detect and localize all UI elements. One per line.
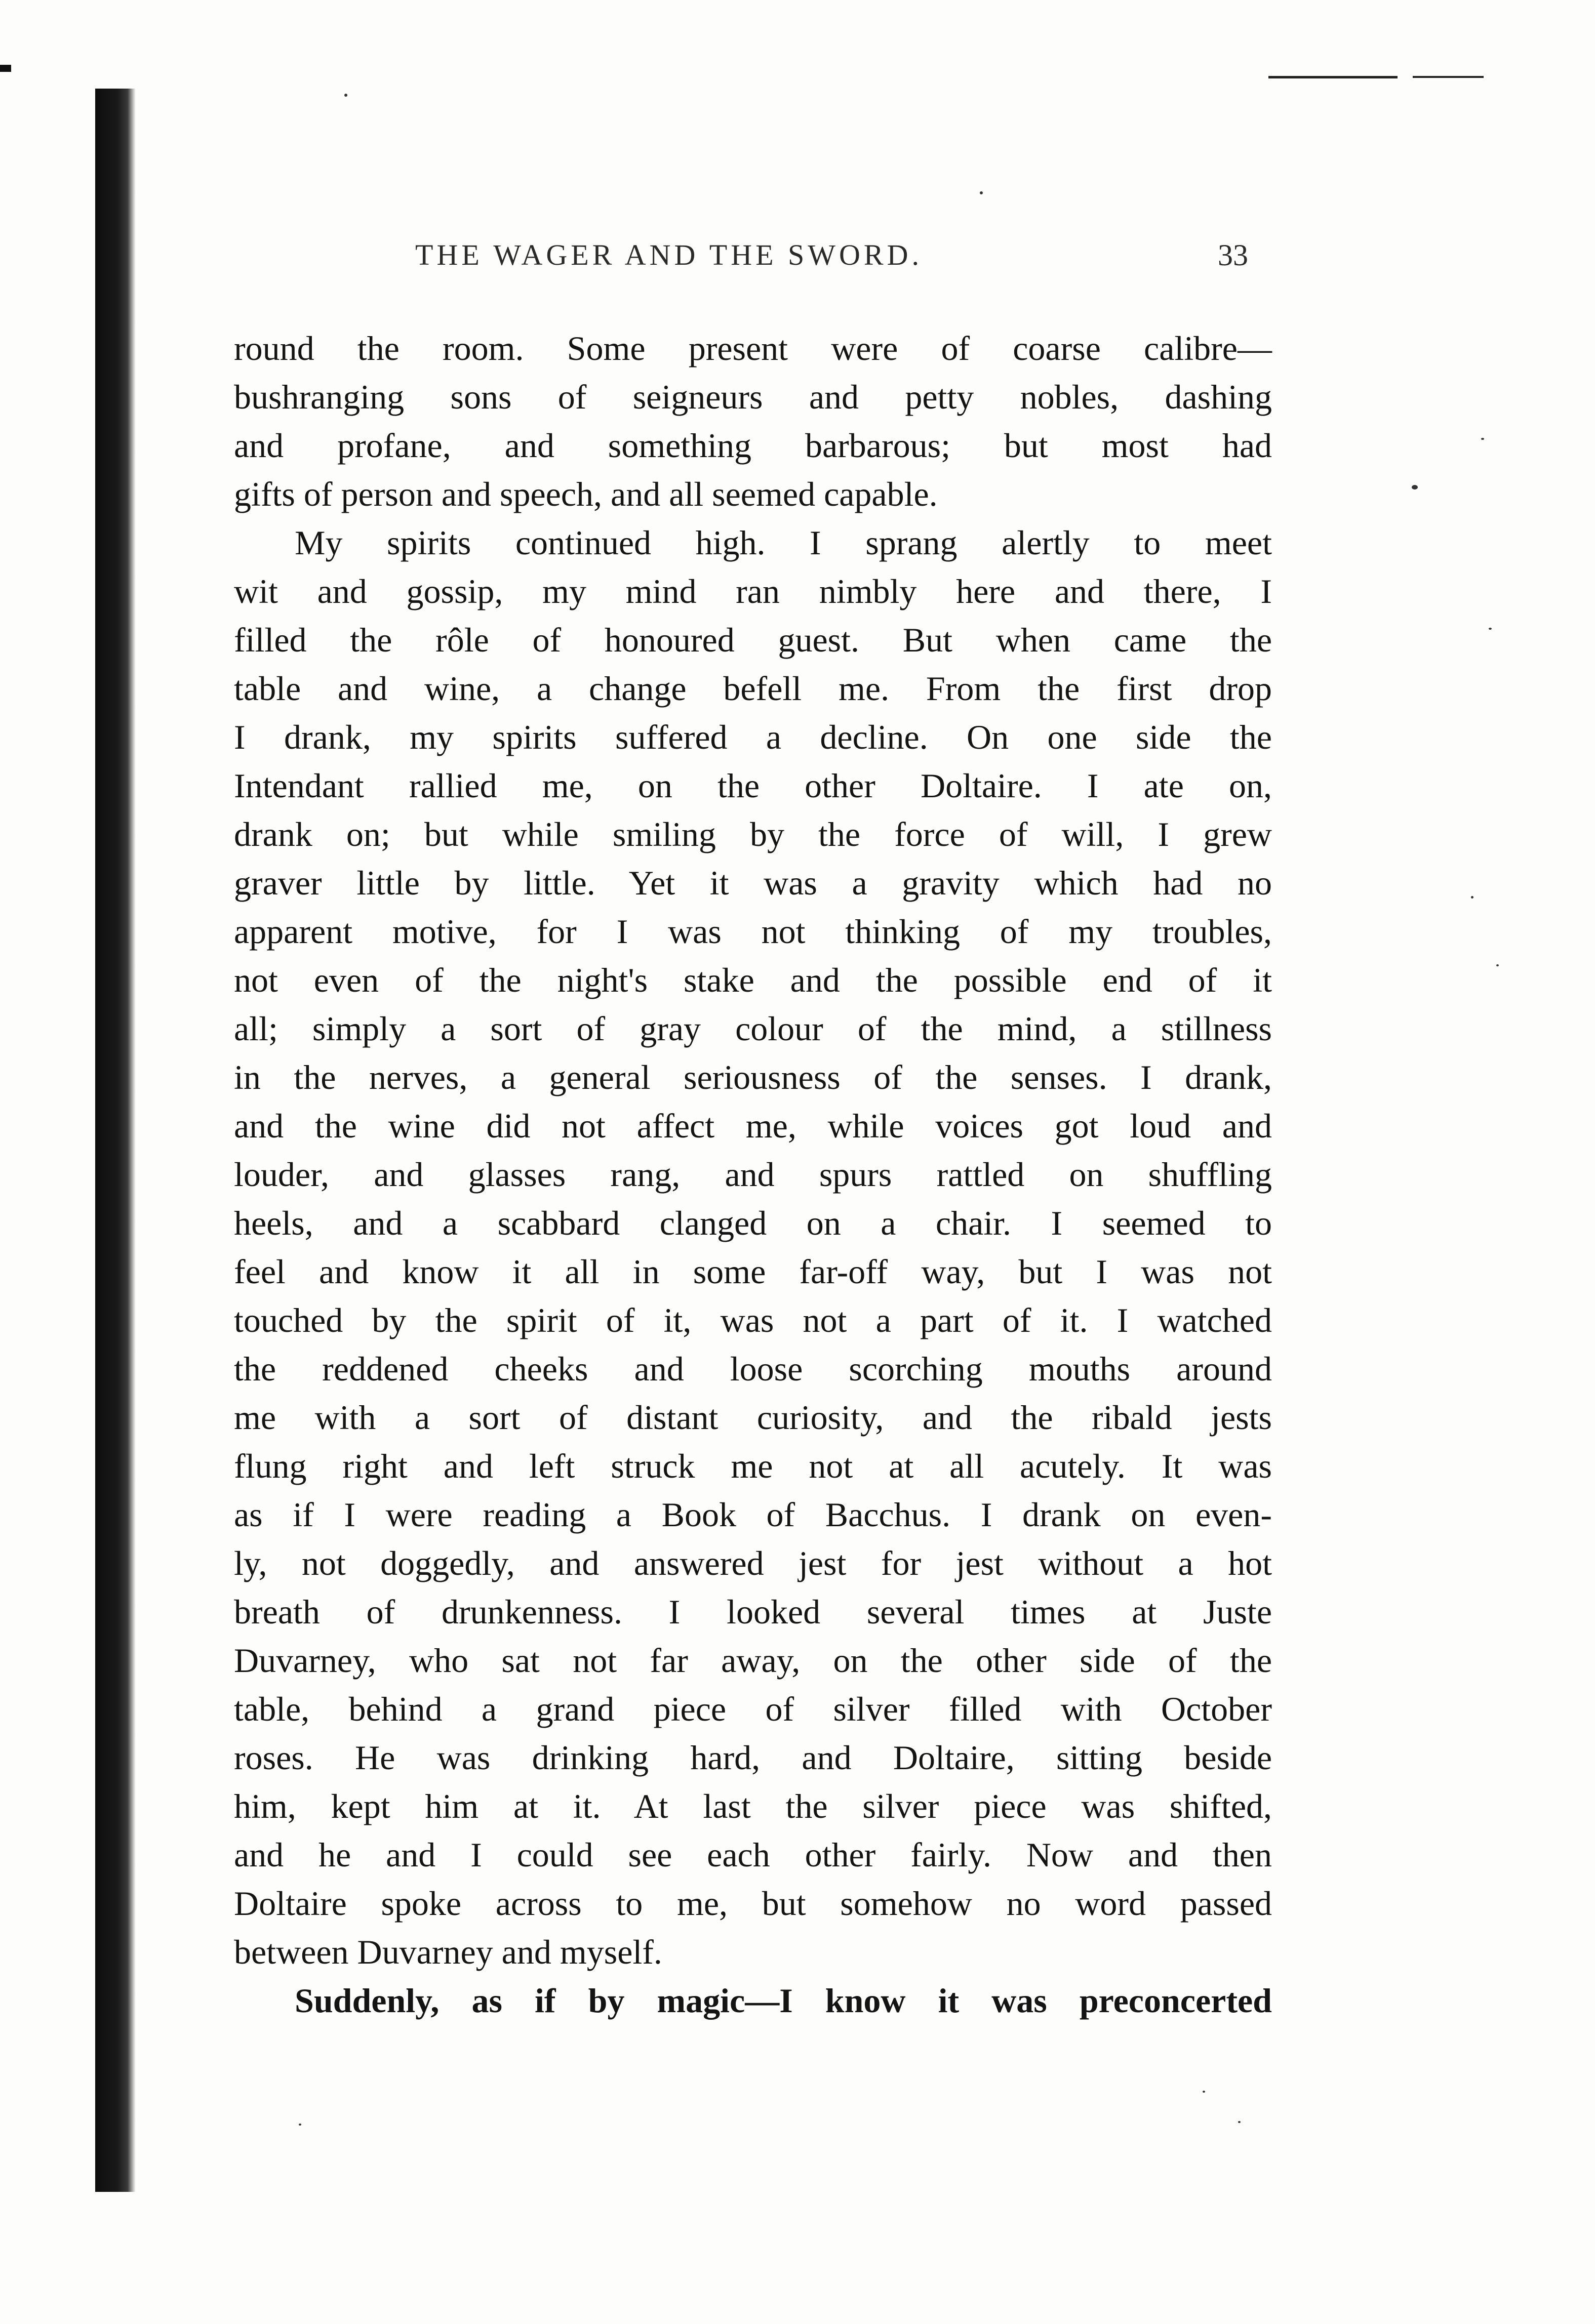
running-title: THE WAGER AND THE SWORD. xyxy=(415,238,923,271)
text-line: heels, and a scabbard clanged on a chair. I seemed to xyxy=(234,1204,1272,1242)
scan-speck xyxy=(980,191,983,194)
text-line: louder, and glasses rang, and spurs rattled on shuffling xyxy=(234,1155,1272,1194)
scan-speck xyxy=(344,94,347,97)
text-line: the reddened cheeks and loose scorching mouths around xyxy=(234,1350,1272,1388)
scan-speck xyxy=(1496,964,1499,966)
text-line: breath of drunkenness. I looked several times at Juste xyxy=(234,1593,1272,1631)
body-text xyxy=(234,324,1272,2025)
text-line: Doltaire spoke across to me, but somehow no word passed xyxy=(234,1884,1272,1923)
text-line: between Duvarney and myself. xyxy=(234,1933,662,1971)
text-line: bushranging sons of seigneurs and petty nobles, dashing xyxy=(234,378,1272,416)
scan-top-rule xyxy=(1413,76,1484,78)
text-line: Duvarney, who sat not far away, on the other side of the xyxy=(234,1641,1272,1680)
text-line: Suddenly, as if by magic—I know it was preconcerted xyxy=(295,1981,1272,2020)
text-line: all; simply a sort of gray colour of the mind, a stillness xyxy=(234,1009,1272,1048)
text-line: feel and know it all in some far-off way, but I was not xyxy=(234,1252,1272,1291)
scan-speck xyxy=(1481,438,1484,440)
text-line: not even of the night's stake and the possible end of it xyxy=(234,961,1272,999)
scan-speck xyxy=(1471,896,1473,899)
text-line: roses. He was drinking hard, and Doltaire, sitting beside xyxy=(234,1738,1272,1777)
text-line: Intendant rallied me, on the other Doltaire. I ate on, xyxy=(234,766,1272,805)
text-line: as if I were reading a Book of Bacchus. I drank on even- xyxy=(234,1495,1272,1534)
text-line: flung right and left struck me not at all acutely. It was xyxy=(234,1447,1272,1485)
text-line: table, behind a grand piece of silver filled with October xyxy=(234,1690,1272,1728)
text-line: graver little by little. Yet it was a gravity which had no xyxy=(234,864,1272,902)
text-line: My spirits continued high. I sprang alertly to meet xyxy=(295,523,1272,562)
text-line: and he and I could see each other fairly. Now and then xyxy=(234,1836,1272,1874)
text-line: apparent motive, for I was not thinking of my troubles, xyxy=(234,912,1272,951)
text-line: round the room. Some present were of coarse calibre— xyxy=(234,329,1272,368)
text-line: wit and gossip, my mind ran nimbly here and there, I xyxy=(234,572,1272,610)
text-line: ly, not doggedly, and answered jest for jest without a hot xyxy=(234,1544,1272,1582)
scan-speck xyxy=(1412,485,1418,490)
running-head xyxy=(0,238,1595,278)
text-line: gifts of person and speech, and all seemed capable. xyxy=(234,475,938,513)
text-line: drank on; but while smiling by the force of will, I grew xyxy=(234,815,1272,853)
text-line: and profane, and something barbarous; but most had xyxy=(234,426,1272,465)
scan-speck xyxy=(1238,2121,1241,2123)
text-line: me with a sort of distant curiosity, and the ribald jests xyxy=(234,1398,1272,1437)
text-line: touched by the spirit of it, was not a part of it. I watched xyxy=(234,1301,1272,1339)
scan-corner-mark xyxy=(0,65,11,72)
binding-shadow xyxy=(95,89,136,2192)
scan-top-rule xyxy=(1268,76,1398,78)
scan-speck xyxy=(1489,628,1492,630)
text-line: and the wine did not affect me, while voices got loud and xyxy=(234,1107,1272,1145)
text-line: filled the rôle of honoured guest. But when came the xyxy=(234,621,1272,659)
page-number: 33 xyxy=(1218,238,1248,272)
text-line: him, kept him at it. At last the silver piece was shifted, xyxy=(234,1787,1272,1825)
text-line: in the nerves, a general seriousness of the senses. I drank, xyxy=(234,1058,1272,1096)
scan-speck xyxy=(1203,2091,1205,2093)
text-line: I drank, my spirits suffered a decline. On one side the xyxy=(234,718,1272,756)
text-line: table and wine, a change befell me. From the first drop xyxy=(234,669,1272,708)
scan-speck xyxy=(299,2124,301,2126)
